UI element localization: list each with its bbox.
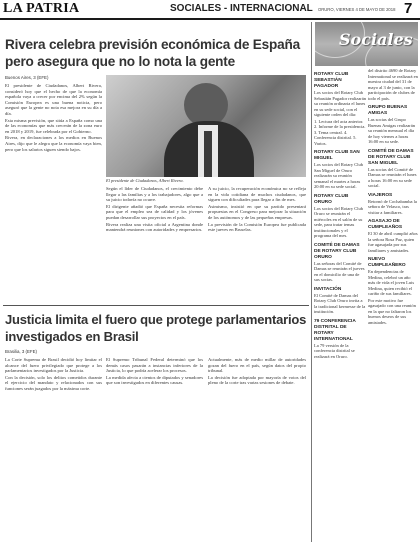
sociales-paragraph: El 30 de abril cumplió años la señora Rosa Paz, quien fue agasajada por sus familiares y amistades. bbox=[368, 231, 418, 253]
story-divider bbox=[3, 305, 309, 306]
sociales-column-2 bbox=[368, 68, 418, 542]
sociales-paragraph: En dependencias de Medina, celebró un año más de vida el joven Luis Medina, quien recibió el cariño de sus familiares. bbox=[368, 269, 415, 296]
paragraph: A su juicio, la recuperación económica no se refleja en la vida cotidiana de muchos ciudadanos, que siguen con dificultades para llegar a fin de mes. bbox=[208, 186, 306, 203]
paragraph: El Supremo Tribunal Federal determinó que los demás casos pasarán a instancias inferiores de la Justicia, lo que podría acelerar los procesos. bbox=[106, 357, 203, 374]
sociales-heading: COMITÉ DE DAMAS DE ROTARY CLUB SAN MIGUEL bbox=[368, 148, 414, 166]
sociales-heading: ROTARY CLUB SAN MIGUEL bbox=[314, 150, 360, 161]
newspaper-logo: LA PATRIA bbox=[3, 1, 80, 16]
sociales-paragraph: Las socias del Comité de Damas se reunirán el lunes a horas 16:00 en su sede social. bbox=[368, 166, 417, 188]
sociales-paragraph: Las señoras del Comité de Damas se reunirán el jueves en el domicilio de una de sus socias. bbox=[314, 260, 365, 282]
section-title: SOCIALES - INTERNACIONAL bbox=[170, 3, 313, 14]
sociales-heading: GRUPO BUENAS AMIGAS bbox=[368, 105, 408, 116]
paragraph: El presidente de Ciudadanos, Albert Rivera, consideró hoy que el hecho de que la economía española vaya a crecer por encima del 2% según la Comisión Europea es una buena noticia, pero aseguró que la gente no nota esa mejora en su día a día. bbox=[5, 83, 102, 116]
sociales-paragraph: Por este motivo fue agasajado con una reunión en la que no faltaron los buenos deseos de sus amistades. bbox=[368, 297, 416, 325]
masthead bbox=[0, 0, 420, 18]
sociales-paragraph: del distrito 4690 de Rotary International se realizará en nuestra ciudad del 31 de mayo al 3 de junio, con la participación de clubes de todo el país. bbox=[368, 68, 418, 101]
photo-tie bbox=[204, 131, 212, 177]
story2-column-3 bbox=[208, 357, 306, 541]
section-divider bbox=[311, 22, 312, 542]
photo-caption: El presidente de Ciudadanos, Albert Rivera. bbox=[106, 178, 184, 183]
paragraph: Según el líder de Ciudadanos, el crecimiento debe llegar a las familias y a los trabajadores, algo que a su juicio todavía no ocurre. bbox=[106, 186, 203, 203]
story1-column-1 bbox=[5, 83, 102, 298]
dateline: ORURO, VIERNES 4 DE MAYO DE 2018 bbox=[318, 7, 396, 12]
sociales-heading: INVITACIÓN bbox=[314, 286, 342, 292]
sociales-banner-title: Sociales bbox=[339, 30, 413, 49]
sociales-paragraph: Los socios del Rotary Club San Miguel de Oruro realizarán su reunión semanal el martes a horas 20:00 en su sede social. bbox=[314, 162, 363, 189]
story2-dateline: Brasilia, 3 (EFE) bbox=[5, 349, 37, 354]
story1-photo bbox=[106, 75, 306, 177]
sociales-heading: VIAJEROS bbox=[368, 192, 393, 198]
sociales-paragraph: Las socias del Grupo Buenas Amigas realizarán su reunión mensual el día de hoy viernes a horas 16:00 en su sede. bbox=[368, 117, 415, 144]
story1-column-3 bbox=[208, 186, 306, 298]
sociales-paragraph: Los socios del Rotary Club Oruro se reunirán el miércoles en el salón de su sede, para tratar temas institucionales y el programa del mes. bbox=[314, 205, 363, 238]
paragraph: La previsión de la Comisión Europea fue publicada este jueves en Bruselas. bbox=[208, 221, 306, 233]
sociales-banner bbox=[315, 22, 418, 66]
page-number: 7 bbox=[404, 0, 413, 17]
story2-headline: Justicia limita el fuero que protege parlamentarios investigados en Brasil bbox=[5, 312, 307, 344]
sociales-heading: COMITÉ DE DAMAS DE ROTARY CLUB ORURO bbox=[314, 242, 360, 260]
sociales-paragraph: Retornó de Cochabamba la señora de Velasco, tras visitar a familiares. bbox=[368, 198, 417, 215]
paragraph: La Corte Suprema de Brasil decidió hoy limitar el alcance del fuero privilegiado que protege a los parlamentarios investigados por la Justicia. bbox=[5, 357, 102, 374]
sociales-heading: NUEVO CUMPLEAÑERO bbox=[368, 257, 406, 268]
story1-dateline: Buenos Aires, 3 (EFE) bbox=[5, 75, 49, 80]
paragraph: Actualmente, más de medio millar de autoridades gozan del fuero en el país, según datos del propio tribunal. bbox=[208, 357, 306, 374]
header-rule bbox=[0, 18, 420, 20]
sociales-paragraph: El Comité de Damas del Rotary Club Oruro invita a la tradicional kermesse de la institución. bbox=[314, 292, 366, 314]
paragraph: Asimismo, insistió en que su partido presentará propuestas en el Congreso para mejorar la situación de los autónomos y de las pequeñas empresas. bbox=[208, 203, 306, 220]
sociales-heading: AGASAJO DE CUMPLEAÑOS bbox=[368, 219, 403, 230]
sociales-paragraph: 1. Lectura del acta anterior. 2. Informe de la presidencia. 3. Tema central. 4. Conferencia distrital. 5. Varios. bbox=[314, 118, 366, 146]
sociales-heading: 79 CONFERENCIA DISTRITAL DE ROTARY INTERNATIONAL bbox=[314, 318, 356, 342]
paragraph: La decisión fue adoptada por mayoría de votos del pleno de la corte tras varias sesiones de debate. bbox=[208, 374, 306, 386]
sociales-heading: ROTARY CLUB SEBASTIÁN PAGADOR bbox=[314, 72, 349, 89]
paragraph: El dirigente añadió que España necesita reformas para que el empleo sea de calidad y los jóvenes puedan desarrollar sus proyectos en el país. bbox=[106, 203, 203, 220]
paragraph: Rivera realiza una visita oficial a Argentina donde mantendrá reuniones con autoridades y empresarios. bbox=[106, 221, 203, 233]
paragraph: La medida afecta a cientos de diputados y senadores que son investigados en diferentes causas. bbox=[106, 374, 203, 386]
story1-column-2 bbox=[106, 186, 203, 298]
paragraph: Esta misma previsión, que sitúa a España como una de las economías que más crecerán de la zona euro en 2018 y 2019, fue celebrada por el Gobierno. bbox=[5, 117, 102, 134]
sociales-paragraph: Los socios del Rotary Club Sebastián Pagador realizarán su reunión ordinaria el lunes en su sede social, con el siguiente orden del día: bbox=[314, 90, 366, 117]
story2-column-2 bbox=[106, 357, 203, 541]
paragraph: Rivera, en declaraciones a los medios en Buenos Aires, dijo que le alegra que la economía vaya bien, pero que los salarios siguen siendo bajos. bbox=[5, 135, 102, 152]
sociales-paragraph: La 79 versión de la conferencia distrital se realizará en Oruro. bbox=[314, 342, 355, 359]
paragraph: Con la decisión, solo los delitos cometidos durante el ejercicio del mandato y relacionados con sus funciones serán juzgados por la máxima corte. bbox=[5, 374, 102, 391]
story1-headline: Rivera celebra previsión económica de España pero asegura que no lo nota la gente bbox=[5, 37, 300, 69]
sociales-column-1 bbox=[314, 68, 366, 542]
sociales-heading: ROTARY CLUB ORURO bbox=[314, 193, 349, 205]
story2-column-1 bbox=[5, 357, 102, 541]
